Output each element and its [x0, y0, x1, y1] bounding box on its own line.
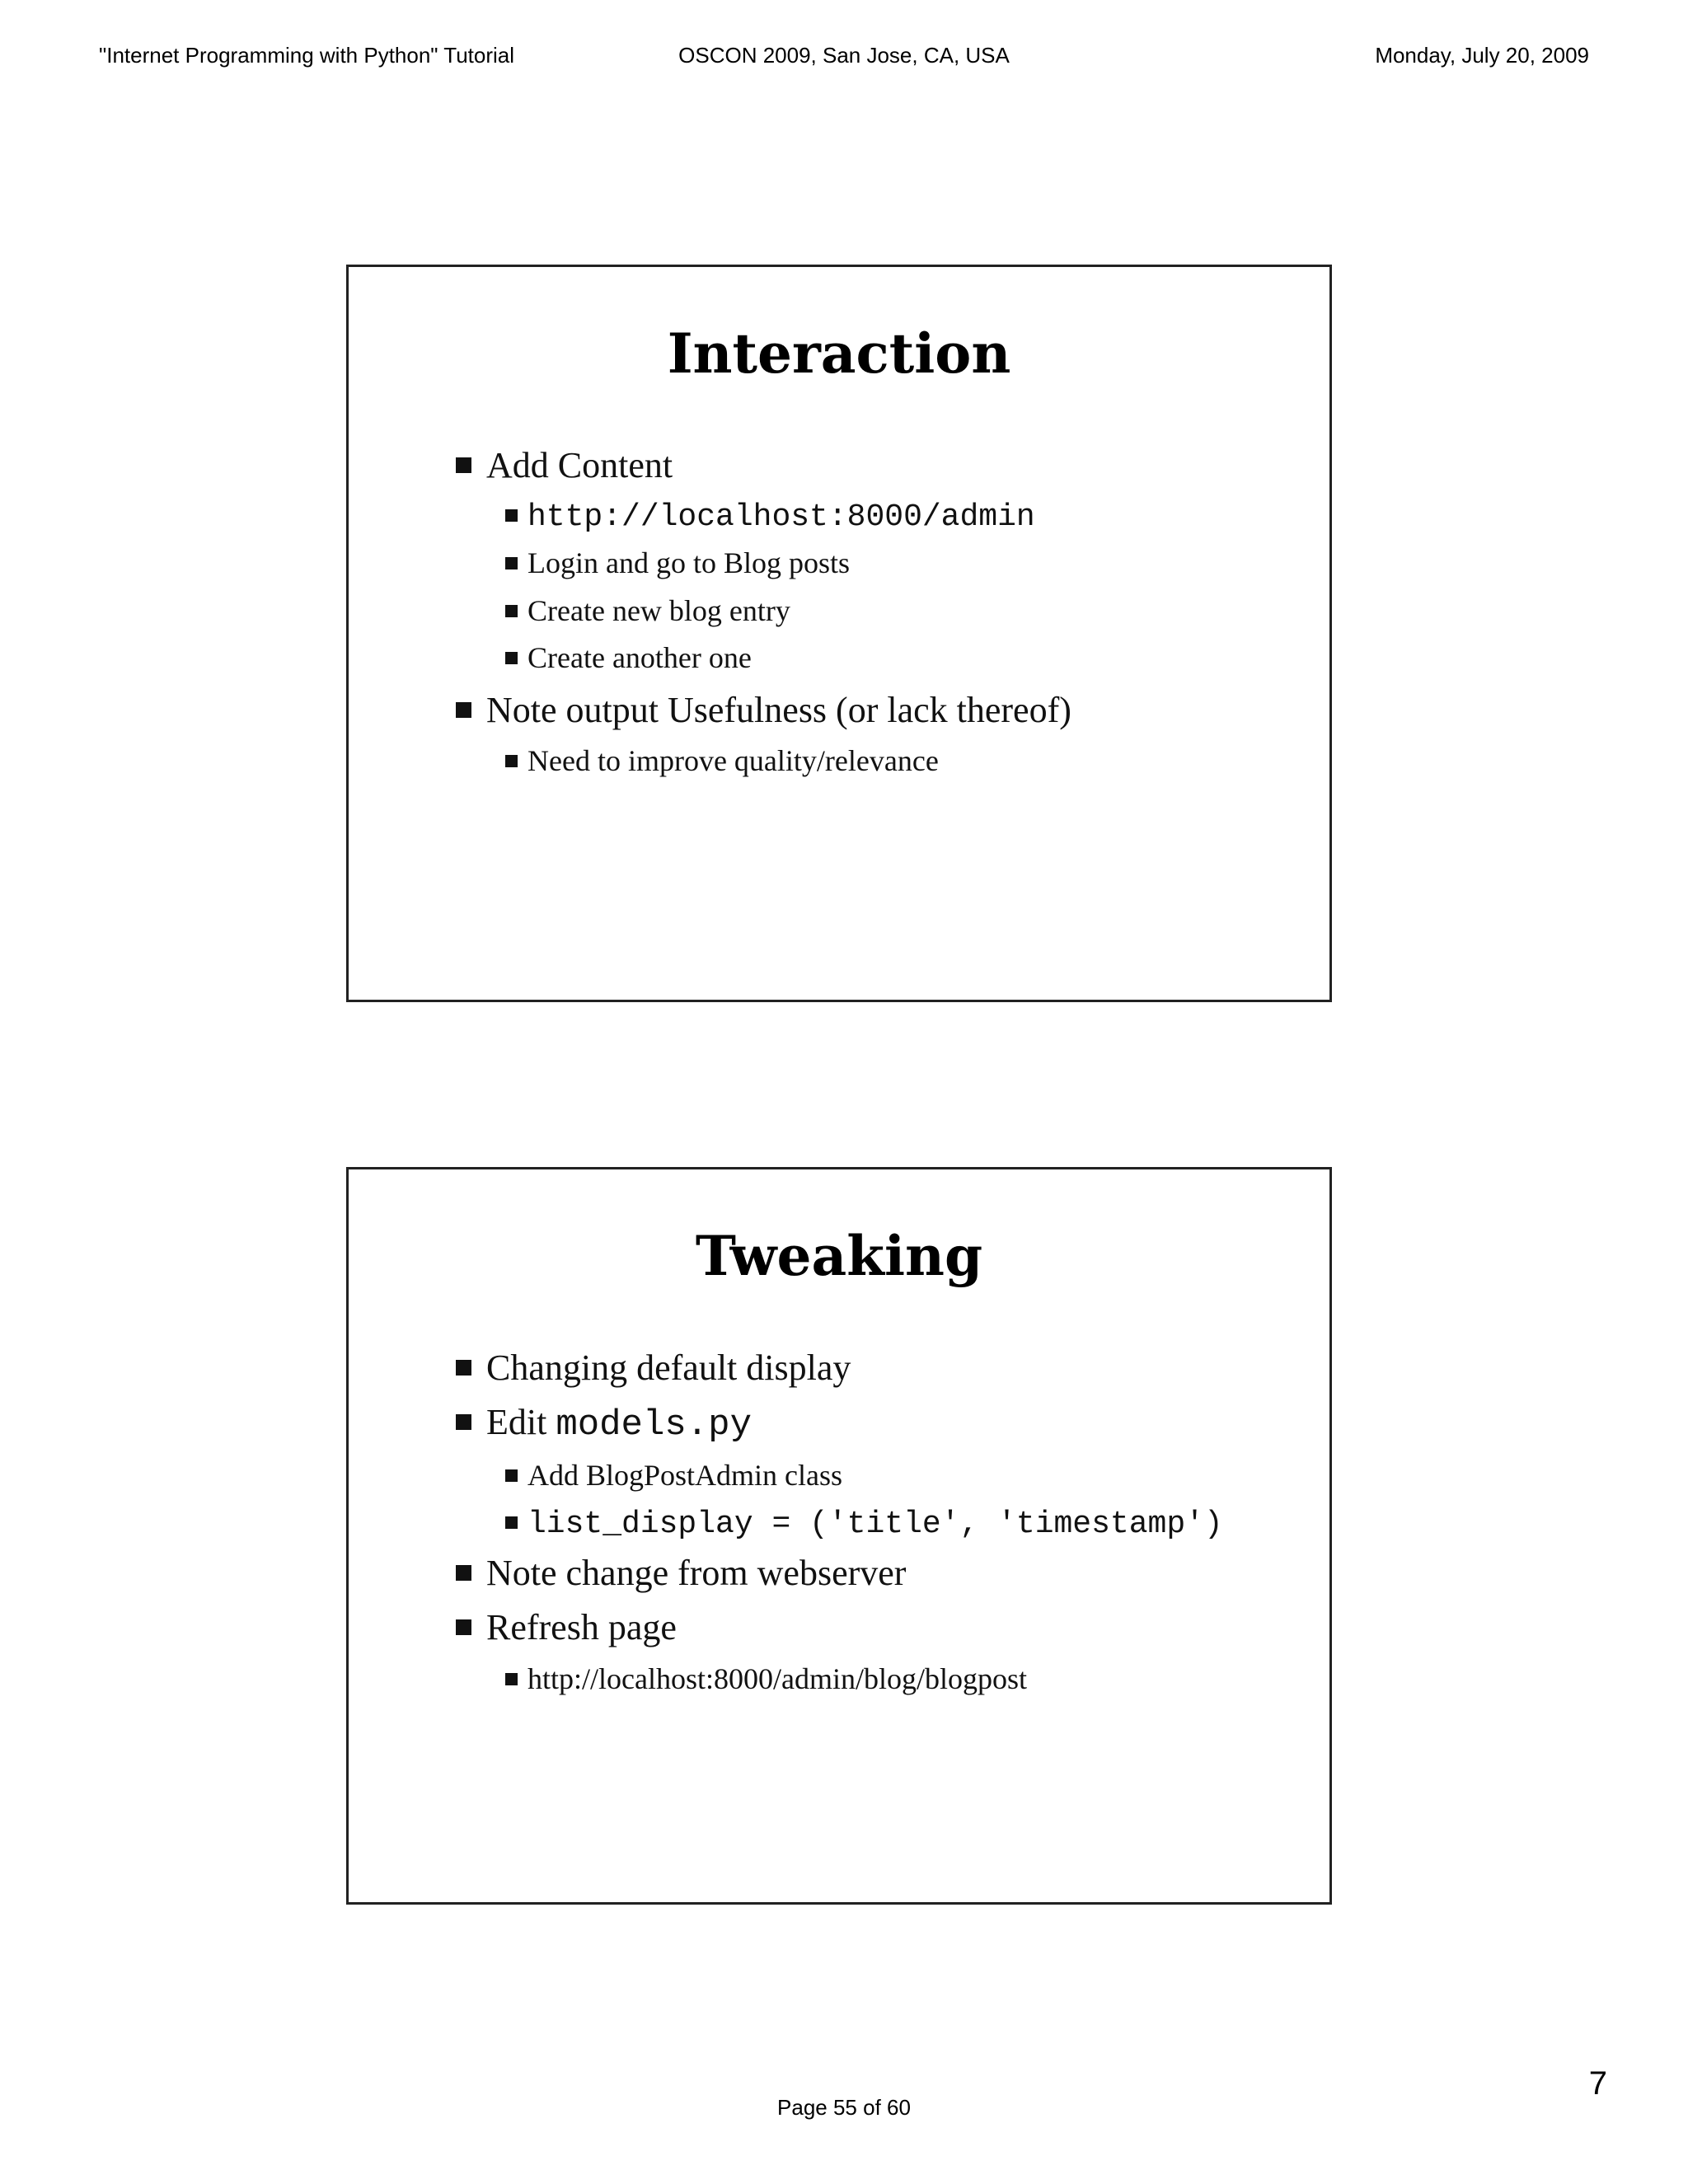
header-date: Monday, July 20, 2009: [1375, 43, 1589, 68]
bullet-item: Edit models.py: [456, 1402, 752, 1446]
square-bullet-icon: [505, 1516, 518, 1529]
bullet-item: Add Content: [456, 445, 673, 486]
square-bullet-icon: [456, 702, 471, 718]
header-tutorial-title: "Internet Programming with Python" Tutorial: [99, 43, 515, 68]
header-conference: OSCON 2009, San Jose, CA, USA: [678, 43, 1010, 68]
slide-title: Tweaking: [695, 1224, 983, 1288]
square-bullet-icon: [456, 1565, 471, 1581]
slide-title: Interaction: [667, 321, 1011, 386]
sub-bullet-item: list_display = ('title', 'timestamp'): [505, 1505, 1223, 1542]
square-bullet-icon: [505, 1673, 518, 1685]
square-bullet-icon: [456, 1619, 471, 1635]
square-bullet-icon: [505, 755, 518, 767]
bullet-item: Changing default display: [456, 1347, 851, 1389]
slide-tweaking: [346, 1167, 1332, 1905]
code-filename: models.py: [556, 1404, 752, 1446]
bullet-item: Note change from webserver: [456, 1553, 906, 1594]
slide-interaction: [346, 265, 1332, 1002]
square-bullet-icon: [505, 557, 518, 569]
square-bullet-icon: [505, 652, 518, 664]
square-bullet-icon: [456, 1360, 471, 1376]
square-bullet-icon: [505, 1469, 518, 1482]
sub-bullet-item: http://localhost:8000/admin: [505, 498, 1035, 535]
sub-bullet-item: Add BlogPostAdmin class: [505, 1458, 842, 1493]
bullet-item: Refresh page: [456, 1607, 677, 1648]
square-bullet-icon: [456, 457, 471, 473]
square-bullet-icon: [505, 605, 518, 617]
sub-bullet-item: Need to improve quality/relevance: [505, 743, 939, 778]
sub-bullet-item: http://localhost:8000/admin/blog/blogpost: [505, 1661, 1027, 1696]
square-bullet-icon: [505, 509, 518, 522]
square-bullet-icon: [456, 1414, 471, 1430]
bullet-item: Note output Usefulness (or lack thereof): [456, 690, 1071, 731]
sub-bullet-item: Create another one: [505, 640, 752, 675]
sub-bullet-item: Create new blog entry: [505, 593, 790, 628]
page-counter: Page 55 of 60: [777, 2095, 911, 2120]
sub-bullet-item: Login and go to Blog posts: [505, 546, 850, 580]
sheet-number: 7: [1588, 2065, 1607, 2102]
